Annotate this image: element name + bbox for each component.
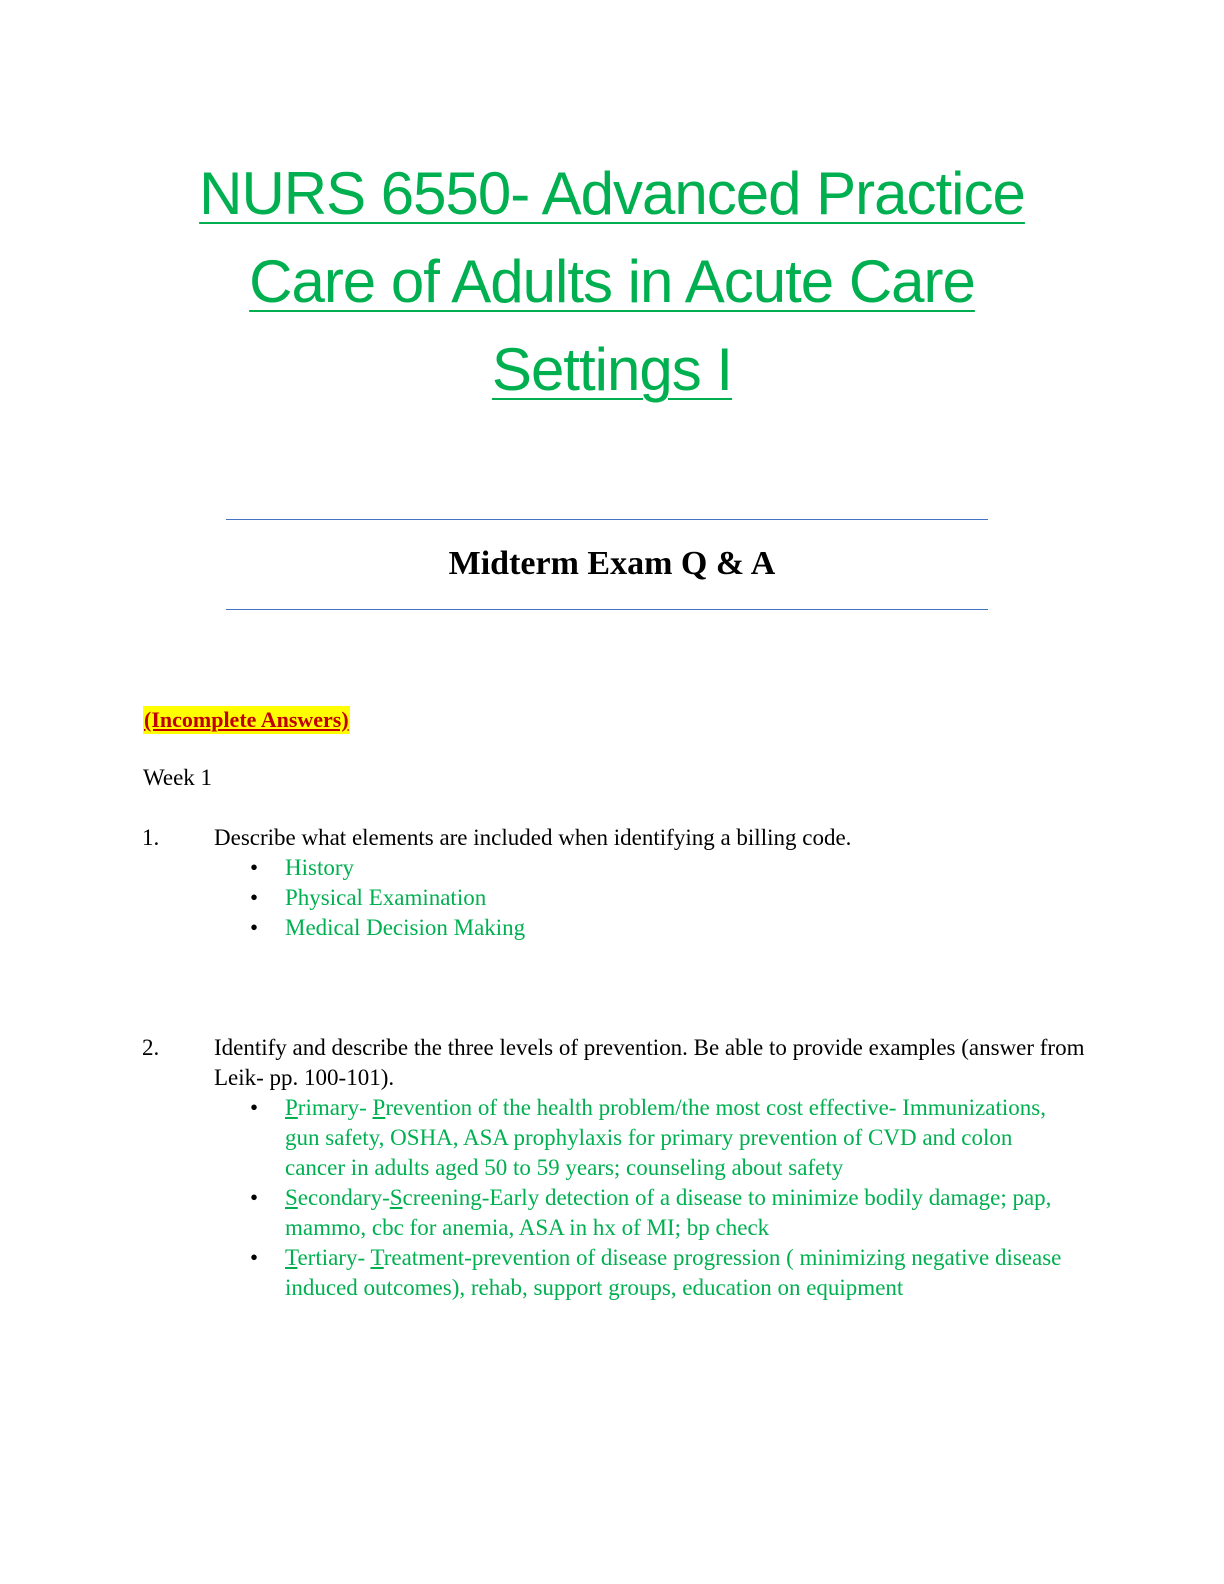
question-text: Describe what elements are included when identifying a billing code. — [214, 825, 852, 850]
bullet-icon: • — [250, 855, 259, 880]
answer-initial: T — [370, 1245, 384, 1270]
question-2 — [142, 1033, 1114, 1093]
answer-text: Medical Decision Making — [285, 915, 526, 940]
top-divider — [226, 519, 988, 520]
title-line-2: Care of Adults in Acute Care — [249, 248, 975, 315]
answer-level: econdary- — [297, 1185, 390, 1210]
answer-initial: T — [285, 1245, 298, 1270]
question-1 — [142, 823, 1114, 853]
document-subtitle: Midterm Exam Q & A — [448, 545, 776, 582]
list-item — [178, 913, 1058, 943]
answer-initial: S — [389, 1185, 403, 1210]
answer-initial: P — [372, 1095, 386, 1120]
answer-level: ertiary- — [297, 1245, 371, 1270]
answer-text: creening-Early detection of a disease to minimize bodily damage; pap, mammo, cbc for anemia, ASA in hx of MI; bp check — [285, 1185, 1052, 1240]
answer-text: reatment-prevention of disease progression ( minimizing negative disease induced outcomes), rehab, support groups, education on equipment — [285, 1245, 1062, 1300]
answer-text: Physical Examination — [285, 885, 487, 910]
title-line-1: NURS 6550- Advanced Practice — [199, 160, 1025, 227]
document-title — [140, 150, 1084, 414]
bullet-icon: • — [250, 1185, 259, 1210]
answer-text: revention of the health problem/the most cost effective- Immunizations, gun safety, OSHA, ASA prophylaxis for primary prevention of CVD and colon cancer in adults aged 50 to 59 years; counseling about safety — [285, 1095, 1046, 1180]
week-heading: Week 1 — [143, 765, 213, 790]
question-2-answers — [178, 1093, 1068, 1303]
bottom-divider — [226, 609, 988, 610]
question-number: 1. — [142, 825, 160, 850]
incomplete-answers-badge: (Incomplete Answers) — [144, 707, 349, 732]
answer-level: rimary- — [297, 1095, 373, 1120]
list-item — [178, 883, 1058, 913]
list-item — [178, 1183, 1068, 1243]
question-1-answers — [178, 853, 1058, 943]
bullet-icon: • — [250, 885, 259, 910]
question-text: Identify and describe the three levels of prevention. Be able to provide examples (answer from Leik- pp. 100-101). — [214, 1035, 1085, 1090]
answer-initial: S — [285, 1185, 298, 1210]
bullet-icon: • — [250, 915, 259, 940]
title-line-3: Settings I — [491, 336, 733, 403]
bullet-icon: • — [250, 1245, 259, 1270]
bullet-icon: • — [250, 1095, 259, 1120]
list-item — [178, 1243, 1068, 1303]
list-item — [178, 1093, 1068, 1183]
list-item — [178, 853, 1058, 883]
answer-initial: P — [285, 1095, 298, 1120]
question-number: 2. — [142, 1035, 160, 1060]
answer-text: History — [285, 855, 354, 880]
